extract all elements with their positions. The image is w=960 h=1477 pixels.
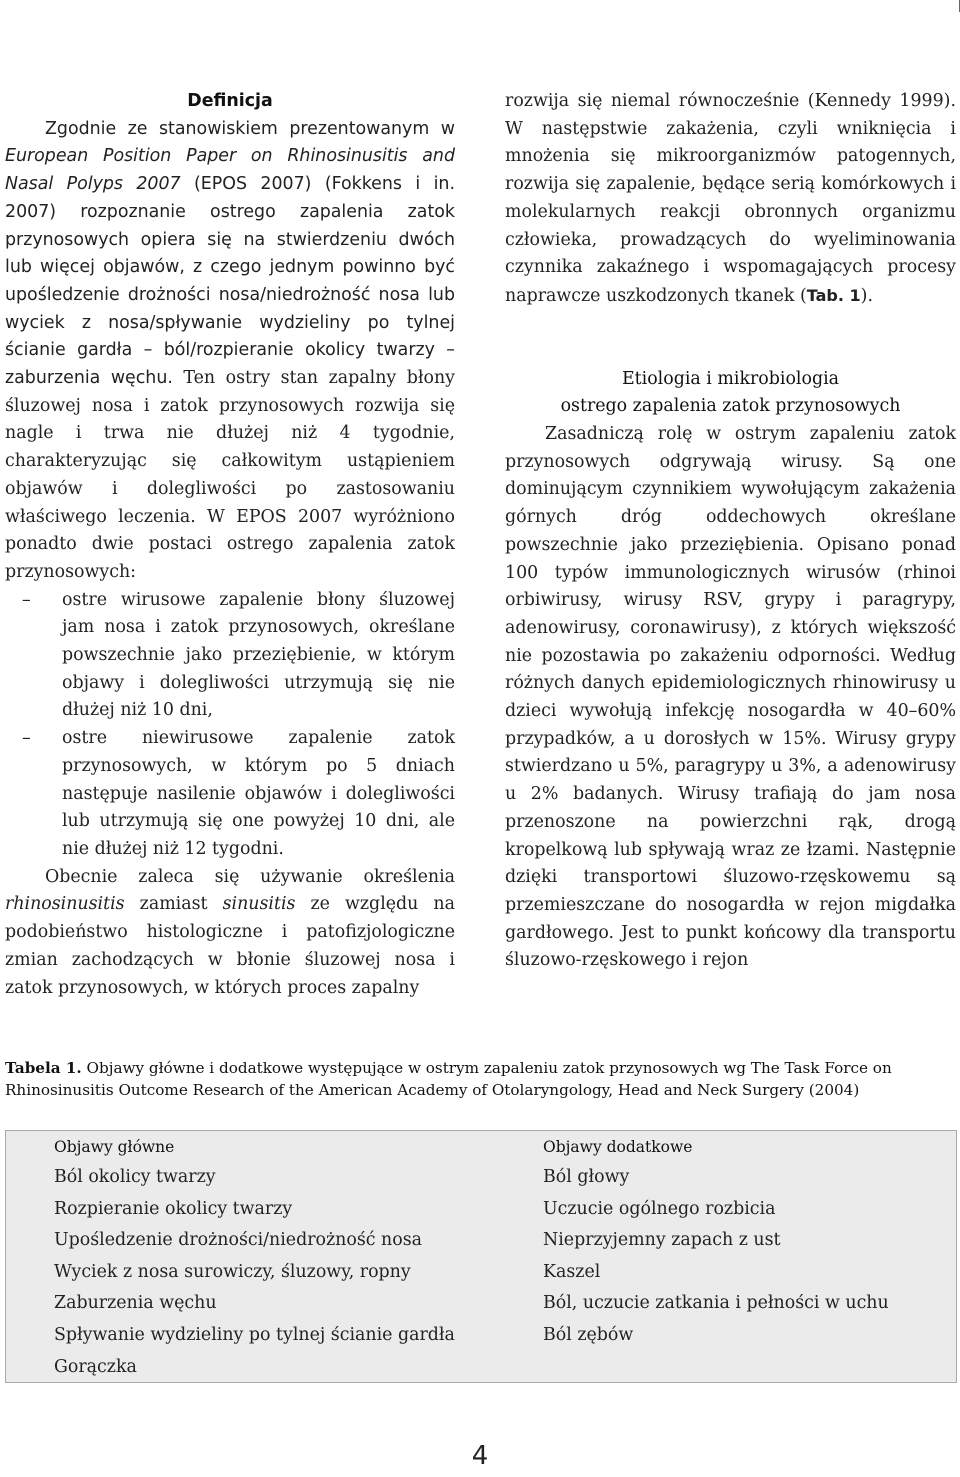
paragraph-text: Ten ostry stan zapalny błony śluzowej nosa i zatok przynosowych rozwija się nagle i trwa nie dłużej niż 4 tygodnie, charakteryzując się całkowitym ustąpieniem objawów i dolegliwości po zastosowaniu właściwego leczenia. W EPOS 2007 wyróżniono ponadto dwie postaci ostrego zapalenia zatok przynosowych:	[5, 368, 455, 582]
table-cell: Rozpieranie okolicy twarzy	[54, 1198, 293, 1219]
italic-term: rhinosinusitis	[5, 894, 125, 915]
paragraph-text: zamiast	[124, 894, 223, 915]
table-cell: Uczucie ogólnego rozbicia	[543, 1198, 776, 1219]
list-item	[5, 725, 455, 864]
table-reference: Tab. 1	[806, 285, 861, 305]
table-caption	[5, 1057, 957, 1101]
paragraph-text: (EPOS 2007) (Fokkens i in. 2007) rozpoznanie ostrego zapalenia zatok przynosowych opiera się na stwierdzeniu dwóch lub więcej objawów, z czego jednym powinno być upośledzenie drożności nosa/niedrożność nosa lub wyciek z nosa/spływanie wydzieliny po tylnej ścianie gardła – ból/rozpieranie okolicy twarzy – zaburzenia węchu.	[5, 174, 455, 389]
section-heading-etiologia: Etiologia i mikrobiologia	[621, 368, 840, 389]
table-column-additional	[543, 1131, 943, 1352]
table-cell: Ból głowy	[543, 1167, 630, 1187]
table-cell: Ból zębów	[543, 1324, 634, 1345]
table-cell: Zaburzenia węchu	[54, 1293, 217, 1314]
caption-text: Objawy główne i dodatkowe występujące w ostrym zapaleniu zatok przynosowych wg The Task Force on Rhinosinusitis Outcome Research of the American Academy of Otolaryngology, Head and Neck Surgery (2004)	[5, 1059, 892, 1099]
list-item-text: ostre niewirusowe zapalenie zatok przynosowych, w którym po 5 dniach następuje nasilenie objawów i dolegliwości lub utrzymują się one powyżej 10 dni, ale nie dłużej niż 12 tygodni.	[62, 728, 455, 859]
paragraph-text: ).	[860, 285, 873, 306]
table-cell: Nieprzyjemny zapach z ust	[543, 1230, 781, 1251]
section-heading-definicja: Definicja	[187, 91, 273, 111]
table-cell: Spływanie wydzieliny po tylnej ścianie gardła	[54, 1324, 455, 1345]
table-header-additional: Objawy dodatkowe	[543, 1138, 693, 1156]
list-item	[5, 587, 455, 726]
right-column	[505, 88, 956, 975]
spacer	[505, 311, 956, 366]
table-cell: Wyciek z nosa surowiczy, śluzowy, ropny	[54, 1261, 411, 1282]
table-column-main	[54, 1131, 504, 1383]
paragraph-text: Zgodnie ze stanowiskiem prezentowanym w	[45, 118, 455, 139]
table-header-main: Objawy główne	[54, 1138, 175, 1156]
italic-title: European Position Paper on Rhinosinusitis and Nasal Polyps 2007	[5, 146, 455, 195]
paragraph-text: rozwija się niemal równocześnie (Kennedy 1999). W następstwie zakażenia, czyli wniknięcia i mnożenia się mikroorganizmów patogennych, rozwija się zapalenie, będące serią komórkowych i molekularnych reakcji obronnych organizmu człowieka, prowadzących do wyeliminowania czynnika zakaźnego i wspomagających procesy naprawcze uszkodzonych tkanek (	[505, 91, 956, 306]
left-column	[5, 88, 455, 1002]
etiology-paragraph: Zasadniczą rolę w ostrym zapaleniu zatok przynosowych odgrywają wirusy. Są one dominującym czynnikiem wywołującym zakażenia górnych dróg oddechowych określane powszechnie jako przeziębienia. Opisano ponad 100 typów immunologicznych wirusów (rhinoi orbiwirusy, wirusy RSV, grypy i paragrypy, adenowirusy, coronawirusy), z których większość nie pozostawia po zakażeniu odporności. Według różnych danych epidemiologicznych rhinowirusy u dzieci wywołują infekcję nosogardła w 40–60% przypadków, a u dorosłych w 15%. Wirusy grypy stwierdzano u 5%, paragrypy u 3%, a adenowirusy u 2% badanych. Wirusy trafiają do jam nosa przenoszone na powierzchni rąk, drogą kropelkową lub spływają wraz ze łzami. Następnie dzięki transportowi śluzowo-rzęskowemu są przemieszczane do nosogardła w rejon migdałka gardłowego. Jest to punkt końcowy dla transportu śluzowo-rzęskowego i rejon	[505, 424, 956, 971]
table-cell: Kaszel	[543, 1261, 601, 1282]
dash-bullet: –	[22, 589, 31, 610]
table-cell: Upośledzenie drożności/niedrożność nosa	[54, 1230, 422, 1251]
symptoms-table	[5, 1130, 957, 1383]
table-cell: Gorączka	[54, 1356, 137, 1377]
infection-paragraph	[505, 88, 956, 311]
italic-term: sinusitis	[222, 894, 296, 915]
caption-label: Tabela 1.	[5, 1059, 82, 1077]
terminology-paragraph	[5, 864, 455, 1003]
list-item-text: ostre wirusowe zapalenie błony śluzowej jam nosa i zatok przynosowych, określane powszechnie jako przeziębienie, w którym objawy i dolegliwości utrzymują się nie dłużej niż 10 dni,	[62, 589, 455, 721]
definition-paragraph	[5, 116, 455, 587]
page-number: 4	[471, 1441, 489, 1471]
table-cell: Ból okolicy twarzy	[54, 1167, 216, 1187]
paragraph-text: ze względu na podobieństwo histologiczne i patofizjologiczne zmian zachodzących w błonie śluzowej nosa i zatok przynosowych, w których proces zapalny	[5, 894, 456, 998]
section-heading-etiologia-line2: ostrego zapalenia zatok przynosowych	[560, 396, 901, 417]
paragraph-text: Obecnie zaleca się używanie określenia	[45, 866, 455, 887]
dash-bullet: –	[22, 728, 31, 749]
table-cell: Ból, uczucie zatkania i pełności w uchu	[543, 1293, 889, 1314]
